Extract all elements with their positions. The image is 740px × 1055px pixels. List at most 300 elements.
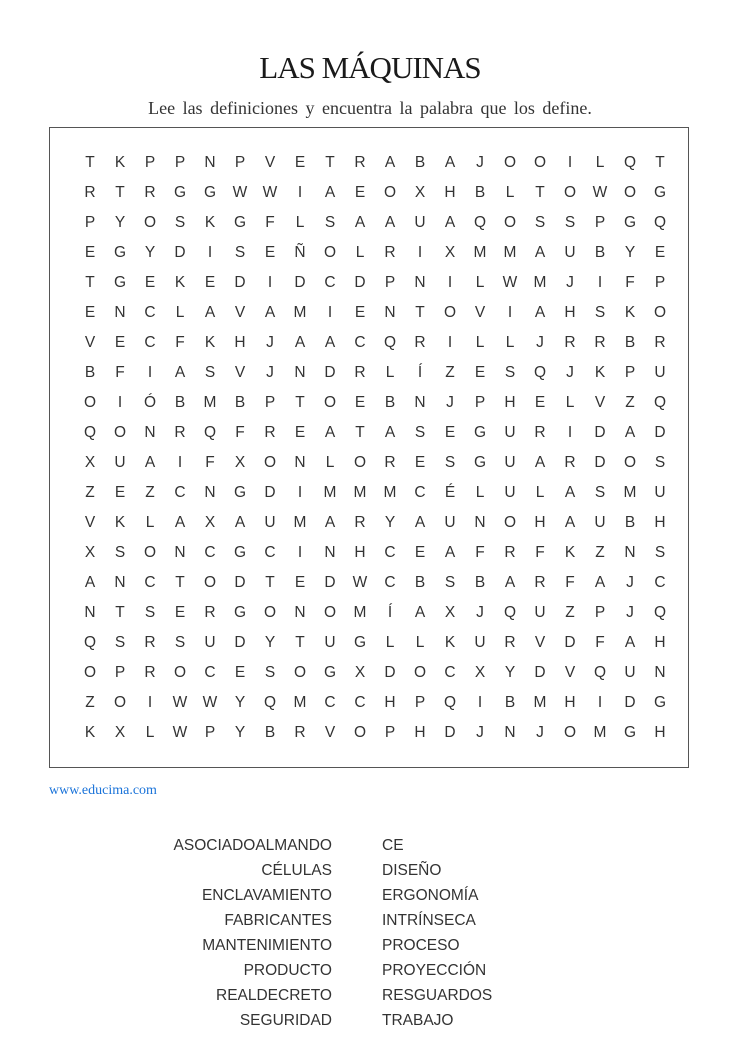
grid-letter[interactable]: T xyxy=(655,154,665,171)
grid-letter[interactable]: V xyxy=(534,634,546,651)
grid-letter[interactable]: S xyxy=(114,544,126,561)
grid-letter[interactable]: S xyxy=(534,214,546,231)
grid-letter[interactable]: A xyxy=(534,454,546,471)
grid-letter[interactable]: G xyxy=(173,184,187,201)
grid-letter[interactable]: C xyxy=(444,664,456,681)
grid-letter[interactable]: S xyxy=(654,544,666,561)
grid-letter[interactable]: G xyxy=(473,454,487,471)
grid-letter[interactable]: X xyxy=(444,604,456,621)
grid-letter[interactable]: U xyxy=(474,634,486,651)
grid-letter[interactable]: I xyxy=(297,484,303,501)
grid-letter[interactable]: U xyxy=(504,424,516,441)
grid-letter[interactable]: X xyxy=(84,544,96,561)
grid-letter[interactable]: F xyxy=(235,424,245,441)
grid-letter[interactable]: X xyxy=(444,244,456,261)
grid-letter[interactable]: Y xyxy=(264,634,276,651)
grid-letter[interactable]: E xyxy=(144,274,156,291)
grid-letter[interactable]: A xyxy=(444,154,456,171)
grid-letter[interactable]: U xyxy=(264,514,276,531)
grid-letter[interactable]: D xyxy=(264,484,276,501)
grid-letter[interactable]: A xyxy=(414,604,426,621)
grid-letter[interactable]: H xyxy=(564,304,576,321)
grid-letter[interactable]: S xyxy=(204,364,216,381)
grid-letter[interactable]: J xyxy=(626,574,634,591)
grid-letter[interactable]: S xyxy=(594,304,606,321)
grid-letter[interactable]: A xyxy=(144,454,156,471)
grid-letter[interactable]: T xyxy=(85,274,95,291)
grid-letter[interactable]: H xyxy=(654,724,666,741)
grid-letter[interactable]: C xyxy=(654,574,666,591)
grid-letter[interactable]: R xyxy=(594,334,606,351)
grid-letter[interactable]: C xyxy=(354,334,366,351)
grid-letter[interactable]: J xyxy=(536,334,544,351)
grid-letter[interactable]: D xyxy=(564,634,576,651)
grid-letter[interactable]: R xyxy=(264,424,276,441)
grid-letter[interactable]: N xyxy=(414,274,426,291)
grid-letter[interactable]: U xyxy=(654,364,666,381)
grid-letter[interactable]: X xyxy=(414,184,426,201)
grid-letter[interactable]: T xyxy=(295,394,305,411)
grid-letter[interactable]: S xyxy=(444,574,456,591)
grid-letter[interactable]: J xyxy=(626,604,634,621)
grid-letter[interactable]: G xyxy=(353,634,367,651)
grid-letter[interactable]: B xyxy=(624,334,636,351)
grid-letter[interactable]: A xyxy=(294,334,306,351)
grid-letter[interactable]: G xyxy=(113,274,127,291)
grid-letter[interactable]: H xyxy=(654,634,666,651)
grid-letter[interactable]: O xyxy=(323,394,337,411)
grid-letter[interactable]: D xyxy=(594,454,606,471)
grid-letter[interactable]: M xyxy=(593,724,607,741)
grid-letter[interactable]: X xyxy=(114,724,126,741)
grid-letter[interactable]: A xyxy=(204,304,216,321)
grid-letter[interactable]: N xyxy=(114,304,126,321)
grid-letter[interactable]: X xyxy=(474,664,486,681)
grid-letter[interactable]: Q xyxy=(473,214,487,231)
grid-letter[interactable]: G xyxy=(233,214,247,231)
grid-letter[interactable]: F xyxy=(565,574,575,591)
grid-letter[interactable]: V xyxy=(264,154,276,171)
grid-letter[interactable]: K xyxy=(204,334,216,351)
grid-letter[interactable]: O xyxy=(563,184,577,201)
grid-letter[interactable]: N xyxy=(324,544,336,561)
grid-letter[interactable]: U xyxy=(654,484,666,501)
grid-letter[interactable]: I xyxy=(147,364,153,381)
grid-letter[interactable]: C xyxy=(324,274,336,291)
grid-letter[interactable]: H xyxy=(414,724,426,741)
grid-letter[interactable]: I xyxy=(327,304,333,321)
grid-letter[interactable]: D xyxy=(594,424,606,441)
grid-letter[interactable]: F xyxy=(625,274,635,291)
grid-letter[interactable]: L xyxy=(145,514,155,531)
grid-letter[interactable]: P xyxy=(174,154,186,171)
grid-letter[interactable]: O xyxy=(113,694,127,711)
grid-letter[interactable]: Q xyxy=(653,394,667,411)
grid-letter[interactable]: S xyxy=(324,214,336,231)
grid-letter[interactable]: E xyxy=(234,664,246,681)
grid-letter[interactable]: E xyxy=(294,154,306,171)
grid-letter[interactable]: Í xyxy=(417,364,423,381)
grid-letter[interactable]: H xyxy=(234,334,246,351)
grid-letter[interactable]: B xyxy=(384,394,396,411)
grid-letter[interactable]: G xyxy=(203,184,217,201)
grid-letter[interactable]: R xyxy=(384,244,396,261)
grid-letter[interactable]: C xyxy=(264,544,276,561)
grid-letter[interactable]: F xyxy=(175,334,185,351)
grid-letter[interactable]: F xyxy=(595,634,605,651)
grid-letter[interactable]: C xyxy=(204,664,216,681)
grid-letter[interactable]: D xyxy=(444,724,456,741)
grid-letter[interactable]: A xyxy=(384,424,396,441)
grid-letter[interactable]: D xyxy=(324,364,336,381)
grid-letter[interactable]: Q xyxy=(653,604,667,621)
grid-letter[interactable]: O xyxy=(533,154,547,171)
grid-letter[interactable]: V xyxy=(474,304,486,321)
grid-letter[interactable]: D xyxy=(234,634,246,651)
grid-letter[interactable]: O xyxy=(563,724,577,741)
grid-letter[interactable]: L xyxy=(355,244,365,261)
grid-letter[interactable]: P xyxy=(594,604,606,621)
grid-letter[interactable]: V xyxy=(234,364,246,381)
grid-letter[interactable]: G xyxy=(323,664,337,681)
grid-letter[interactable]: S xyxy=(174,214,186,231)
grid-letter[interactable]: T xyxy=(295,634,305,651)
grid-letter[interactable]: I xyxy=(477,694,483,711)
grid-letter[interactable]: A xyxy=(324,184,336,201)
grid-letter[interactable]: O xyxy=(143,544,157,561)
grid-letter[interactable]: K xyxy=(564,544,576,561)
grid-letter[interactable]: F xyxy=(535,544,545,561)
grid-letter[interactable]: R xyxy=(654,334,666,351)
grid-letter[interactable]: O xyxy=(443,304,457,321)
grid-letter[interactable]: P xyxy=(264,394,276,411)
grid-letter[interactable]: V xyxy=(564,664,576,681)
grid-letter[interactable]: L xyxy=(475,484,485,501)
grid-letter[interactable]: S xyxy=(264,664,276,681)
grid-letter[interactable]: P xyxy=(624,364,636,381)
grid-letter[interactable]: O xyxy=(353,454,367,471)
grid-letter[interactable]: W xyxy=(202,694,218,711)
grid-letter[interactable]: R xyxy=(504,634,516,651)
grid-letter[interactable]: K xyxy=(114,154,126,171)
grid-letter[interactable]: M xyxy=(293,304,307,321)
grid-letter[interactable]: H xyxy=(654,514,666,531)
grid-letter[interactable]: S xyxy=(144,604,156,621)
grid-letter[interactable]: N xyxy=(624,544,636,561)
grid-letter[interactable]: D xyxy=(534,664,546,681)
grid-letter[interactable]: U xyxy=(564,244,576,261)
grid-letter[interactable]: P xyxy=(114,664,126,681)
grid-letter[interactable]: U xyxy=(414,214,426,231)
grid-letter[interactable]: O xyxy=(113,424,127,441)
grid-letter[interactable]: A xyxy=(324,424,336,441)
grid-letter[interactable]: U xyxy=(594,514,606,531)
grid-letter[interactable]: E xyxy=(174,604,186,621)
grid-letter[interactable]: A xyxy=(564,514,576,531)
grid-letter[interactable]: G xyxy=(623,214,637,231)
grid-letter[interactable]: Z xyxy=(565,604,575,621)
grid-letter[interactable]: M xyxy=(383,484,397,501)
grid-letter[interactable]: Z xyxy=(445,364,455,381)
grid-letter[interactable]: O xyxy=(83,394,97,411)
grid-letter[interactable]: D xyxy=(384,664,396,681)
grid-letter[interactable]: N xyxy=(294,364,306,381)
grid-letter[interactable]: A xyxy=(264,304,276,321)
grid-letter[interactable]: A xyxy=(444,214,456,231)
grid-letter[interactable]: W xyxy=(262,184,278,201)
grid-letter[interactable]: D xyxy=(294,274,306,291)
grid-letter[interactable]: M xyxy=(293,694,307,711)
grid-letter[interactable]: Y xyxy=(144,244,156,261)
grid-letter[interactable]: I xyxy=(297,544,303,561)
grid-letter[interactable]: J xyxy=(476,724,484,741)
grid-letter[interactable]: I xyxy=(117,394,123,411)
grid-letter[interactable]: J xyxy=(536,724,544,741)
grid-letter[interactable]: T xyxy=(115,604,125,621)
grid-letter[interactable]: N xyxy=(84,604,96,621)
grid-letter[interactable]: S xyxy=(174,634,186,651)
grid-letter[interactable]: P xyxy=(384,724,396,741)
grid-letter[interactable]: Í xyxy=(387,604,393,621)
grid-letter[interactable]: J xyxy=(566,274,574,291)
grid-letter[interactable]: U xyxy=(534,604,546,621)
grid-letter[interactable]: C xyxy=(144,574,156,591)
grid-letter[interactable]: M xyxy=(293,514,307,531)
grid-letter[interactable]: A xyxy=(174,514,186,531)
grid-letter[interactable]: O xyxy=(503,514,517,531)
grid-letter[interactable]: U xyxy=(114,454,126,471)
grid-letter[interactable]: R xyxy=(204,604,216,621)
grid-letter[interactable]: L xyxy=(475,334,485,351)
grid-letter[interactable]: O xyxy=(413,664,427,681)
grid-letter[interactable]: Y xyxy=(234,724,246,741)
grid-letter[interactable]: D xyxy=(234,274,246,291)
grid-letter[interactable]: I xyxy=(597,694,603,711)
grid-letter[interactable]: I xyxy=(567,424,573,441)
grid-letter[interactable]: K xyxy=(114,514,126,531)
grid-letter[interactable]: E xyxy=(84,244,96,261)
grid-letter[interactable]: M xyxy=(533,694,547,711)
grid-letter[interactable]: U xyxy=(324,634,336,651)
grid-letter[interactable]: O xyxy=(323,244,337,261)
grid-letter[interactable]: V xyxy=(324,724,336,741)
grid-letter[interactable]: D xyxy=(354,274,366,291)
grid-letter[interactable]: M xyxy=(203,394,217,411)
grid-letter[interactable]: R xyxy=(144,664,156,681)
grid-letter[interactable]: E xyxy=(84,304,96,321)
grid-letter[interactable]: E xyxy=(354,304,366,321)
grid-letter[interactable]: P xyxy=(84,214,96,231)
grid-letter[interactable]: D xyxy=(324,574,336,591)
grid-letter[interactable]: R xyxy=(84,184,96,201)
grid-letter[interactable]: Q xyxy=(443,694,457,711)
grid-letter[interactable]: A xyxy=(324,334,336,351)
grid-letter[interactable]: I xyxy=(297,184,303,201)
grid-letter[interactable]: B xyxy=(264,724,276,741)
grid-letter[interactable]: A xyxy=(354,214,366,231)
grid-letter[interactable]: N xyxy=(294,604,306,621)
grid-letter[interactable]: I xyxy=(177,454,183,471)
grid-letter[interactable]: R xyxy=(564,454,576,471)
grid-letter[interactable]: Q xyxy=(203,424,217,441)
grid-letter[interactable]: C xyxy=(384,574,396,591)
grid-letter[interactable]: C xyxy=(204,544,216,561)
grid-letter[interactable]: E xyxy=(294,424,306,441)
grid-letter[interactable]: N xyxy=(174,544,186,561)
grid-letter[interactable]: S xyxy=(654,454,666,471)
grid-letter[interactable]: J xyxy=(266,364,274,381)
grid-letter[interactable]: Z xyxy=(595,544,605,561)
grid-letter[interactable]: B xyxy=(594,244,606,261)
grid-letter[interactable]: J xyxy=(476,154,484,171)
grid-letter[interactable]: N xyxy=(294,454,306,471)
grid-letter[interactable]: E xyxy=(414,454,426,471)
grid-letter[interactable]: N xyxy=(114,574,126,591)
grid-letter[interactable]: R xyxy=(414,334,426,351)
grid-letter[interactable]: U xyxy=(444,514,456,531)
grid-letter[interactable]: S xyxy=(504,364,516,381)
grid-letter[interactable]: A xyxy=(174,364,186,381)
grid-letter[interactable]: O xyxy=(203,574,217,591)
grid-letter[interactable]: B xyxy=(414,574,426,591)
grid-letter[interactable]: A xyxy=(324,514,336,531)
grid-letter[interactable]: H xyxy=(444,184,456,201)
grid-letter[interactable]: O xyxy=(623,184,637,201)
grid-letter[interactable]: H xyxy=(384,694,396,711)
grid-letter[interactable]: T xyxy=(115,184,125,201)
grid-letter[interactable]: O xyxy=(503,214,517,231)
grid-letter[interactable]: T xyxy=(85,154,95,171)
grid-letter[interactable]: R xyxy=(534,424,546,441)
grid-letter[interactable]: A xyxy=(84,574,96,591)
grid-letter[interactable]: H xyxy=(534,514,546,531)
grid-letter[interactable]: O xyxy=(503,154,517,171)
grid-letter[interactable]: E xyxy=(354,184,366,201)
grid-letter[interactable]: I xyxy=(207,244,213,261)
grid-letter[interactable]: Ñ xyxy=(294,244,306,261)
grid-letter[interactable]: T xyxy=(415,304,425,321)
grid-letter[interactable]: A xyxy=(384,214,396,231)
grid-letter[interactable]: Q xyxy=(623,154,637,171)
grid-letter[interactable]: P xyxy=(414,694,426,711)
grid-letter[interactable]: W xyxy=(592,184,608,201)
grid-letter[interactable]: C xyxy=(144,304,156,321)
grid-letter[interactable]: W xyxy=(172,724,188,741)
grid-letter[interactable]: Q xyxy=(83,634,97,651)
grid-letter[interactable]: L xyxy=(385,634,395,651)
grid-letter[interactable]: O xyxy=(293,664,307,681)
grid-letter[interactable]: H xyxy=(354,544,366,561)
grid-letter[interactable]: U xyxy=(504,484,516,501)
grid-letter[interactable]: E xyxy=(444,424,456,441)
grid-letter[interactable]: H xyxy=(564,694,576,711)
grid-letter[interactable]: X xyxy=(84,454,96,471)
grid-letter[interactable]: E xyxy=(354,394,366,411)
grid-letter[interactable]: J xyxy=(476,604,484,621)
grid-letter[interactable]: P xyxy=(384,274,396,291)
grid-letter[interactable]: B xyxy=(504,694,516,711)
grid-letter[interactable]: X xyxy=(234,454,246,471)
grid-letter[interactable]: D xyxy=(624,694,636,711)
grid-letter[interactable]: P xyxy=(594,214,606,231)
grid-letter[interactable]: Z xyxy=(85,484,95,501)
grid-letter[interactable]: K xyxy=(444,634,456,651)
grid-letter[interactable]: P xyxy=(204,724,216,741)
grid-letter[interactable]: E xyxy=(534,394,546,411)
grid-letter[interactable]: N xyxy=(654,664,666,681)
grid-letter[interactable]: W xyxy=(232,184,248,201)
grid-letter[interactable]: N xyxy=(414,394,426,411)
grid-letter[interactable]: L xyxy=(415,634,425,651)
grid-letter[interactable]: L xyxy=(175,304,185,321)
grid-letter[interactable]: R xyxy=(534,574,546,591)
grid-letter[interactable]: R xyxy=(294,724,306,741)
grid-letter[interactable]: U xyxy=(204,634,216,651)
grid-letter[interactable]: V xyxy=(234,304,246,321)
grid-letter[interactable]: E xyxy=(204,274,216,291)
grid-letter[interactable]: B xyxy=(84,364,96,381)
grid-letter[interactable]: F xyxy=(475,544,485,561)
grid-letter[interactable]: J xyxy=(446,394,454,411)
grid-letter[interactable]: D xyxy=(234,574,246,591)
grid-letter[interactable]: B xyxy=(624,514,636,531)
grid-letter[interactable]: O xyxy=(323,604,337,621)
grid-letter[interactable]: O xyxy=(653,304,667,321)
grid-letter[interactable]: A xyxy=(504,574,516,591)
grid-letter[interactable]: G xyxy=(653,694,667,711)
grid-letter[interactable]: R xyxy=(144,184,156,201)
grid-letter[interactable]: V xyxy=(594,394,606,411)
grid-letter[interactable]: L xyxy=(505,334,515,351)
grid-letter[interactable]: Z xyxy=(145,484,155,501)
grid-letter[interactable]: W xyxy=(172,694,188,711)
grid-letter[interactable]: B xyxy=(174,394,186,411)
grid-letter[interactable]: F xyxy=(205,454,215,471)
grid-letter[interactable]: A xyxy=(594,574,606,591)
grid-letter[interactable]: O xyxy=(263,604,277,621)
grid-letter[interactable]: S xyxy=(564,214,576,231)
grid-letter[interactable]: R xyxy=(504,544,516,561)
grid-letter[interactable]: O xyxy=(263,454,277,471)
grid-letter[interactable]: B xyxy=(234,394,246,411)
grid-letter[interactable]: K xyxy=(174,274,186,291)
grid-letter[interactable]: C xyxy=(144,334,156,351)
grid-letter[interactable]: P xyxy=(654,274,666,291)
grid-letter[interactable]: Q xyxy=(83,424,97,441)
grid-letter[interactable]: A xyxy=(444,544,456,561)
grid-letter[interactable]: L xyxy=(385,364,395,381)
grid-letter[interactable]: O xyxy=(173,664,187,681)
grid-letter[interactable]: M xyxy=(353,484,367,501)
grid-letter[interactable]: O xyxy=(83,664,97,681)
grid-letter[interactable]: M xyxy=(473,244,487,261)
grid-letter[interactable]: Q xyxy=(593,664,607,681)
grid-letter[interactable]: I xyxy=(507,304,513,321)
grid-letter[interactable]: N xyxy=(144,424,156,441)
grid-letter[interactable]: S xyxy=(414,424,426,441)
grid-letter[interactable]: L xyxy=(295,214,305,231)
grid-letter[interactable]: Q xyxy=(263,694,277,711)
grid-letter[interactable]: H xyxy=(504,394,516,411)
grid-letter[interactable]: C xyxy=(174,484,186,501)
grid-letter[interactable]: I xyxy=(447,334,453,351)
grid-letter[interactable]: R xyxy=(144,634,156,651)
grid-letter[interactable]: J xyxy=(566,364,574,381)
grid-letter[interactable]: Ó xyxy=(143,394,157,411)
grid-letter[interactable]: I xyxy=(417,244,423,261)
grid-letter[interactable]: O xyxy=(623,454,637,471)
grid-letter[interactable]: A xyxy=(234,514,246,531)
